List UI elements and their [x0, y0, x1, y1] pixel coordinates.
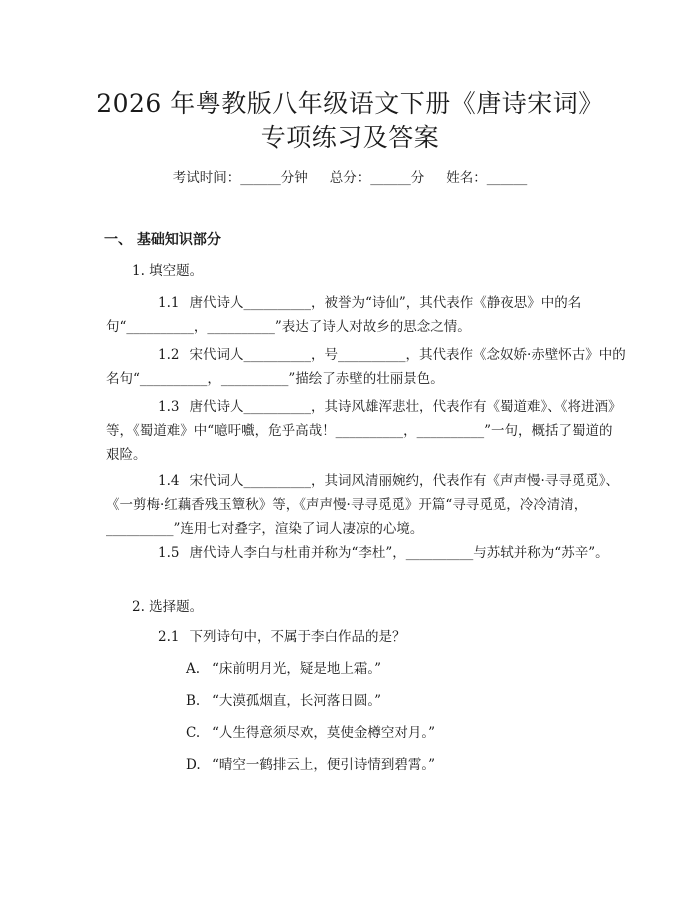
title-line-2: 专项练习及答案 — [260, 123, 440, 152]
option-text: “床前明月光，疑是地上霜。” — [212, 661, 382, 677]
item-num: 1.4 — [158, 473, 180, 489]
item-1-1 — [106, 291, 626, 339]
option-letter: A. — [186, 661, 201, 677]
item-1-3 — [106, 395, 626, 467]
title-line-1: 2026 年粤教版八年级语文下册《唐诗宋词》 — [96, 89, 604, 118]
option-text: “人生得意须尽欢，莫使金樽空对月。” — [212, 725, 436, 741]
item-num: 1.2 — [158, 347, 180, 363]
option-b — [186, 691, 381, 711]
item-text: 宋代词人__________，其词风清丽婉约，代表作有《声声慢·寻寻觅觅》、《一剪梅·红藕香残玉簟秋》等，《声声慢·寻寻觅觅》开篇“寻寻觅觅，冷冷清清，__________”连用七对叠字，渲染了词人凄凉的心境。 — [106, 473, 620, 537]
item-text: 唐代诗人__________，其诗风雄浑悲壮，代表作有《蜀道难》、《将进酒》等，《蜀道难》中“噫吁嚱，危乎高哉！__________，__________”一句，概括了蜀道的艰险。 — [106, 399, 622, 463]
question-2-label: 2. 选择题。 — [132, 599, 204, 615]
option-d — [186, 755, 435, 775]
item-num: 1.1 — [158, 295, 180, 311]
item-text: 唐代诗人李白与杜甫并称为“李杜”，__________与苏轼并称为“苏辛”。 — [189, 545, 609, 561]
option-letter: D. — [186, 757, 201, 773]
item-1-4 — [106, 469, 626, 541]
option-letter: B. — [186, 693, 201, 709]
option-a — [186, 659, 381, 679]
exam-time: 考试时间：______分钟 — [172, 170, 308, 186]
section-heading: 一、 基础知识部分 — [104, 232, 221, 248]
item-num: 1.3 — [158, 399, 180, 415]
question-1-label: 1. 填空题。 — [132, 263, 204, 279]
item-text: 唐代诗人__________，被誉为“诗仙”，其代表作《静夜思》中的名句“__________，__________”表达了诗人对故乡的思念之情。 — [106, 295, 582, 335]
option-text: “晴空一鹤排云上，便引诗情到碧霄。” — [212, 757, 436, 773]
item-1-2 — [106, 343, 626, 391]
exam-meta — [0, 168, 700, 188]
exam-name: 姓名：______ — [446, 170, 528, 186]
option-text: “大漠孤烟直，长河落日圆。” — [212, 693, 382, 709]
item-num: 1.5 — [158, 545, 180, 561]
item-2-1 — [158, 627, 405, 647]
option-letter: C. — [186, 725, 201, 741]
exam-score: 总分：______分 — [329, 170, 425, 186]
item-num: 2.1 — [158, 629, 180, 645]
item-text: 下列诗句中，不属于李白作品的是？ — [189, 629, 406, 645]
option-c — [186, 723, 435, 743]
item-1-5 — [106, 541, 626, 565]
item-text: 宋代词人__________，号__________，其代表作《念奴娇·赤壁怀古》中的名句“__________，__________”描绘了赤壁的壮丽景色。 — [106, 347, 626, 387]
